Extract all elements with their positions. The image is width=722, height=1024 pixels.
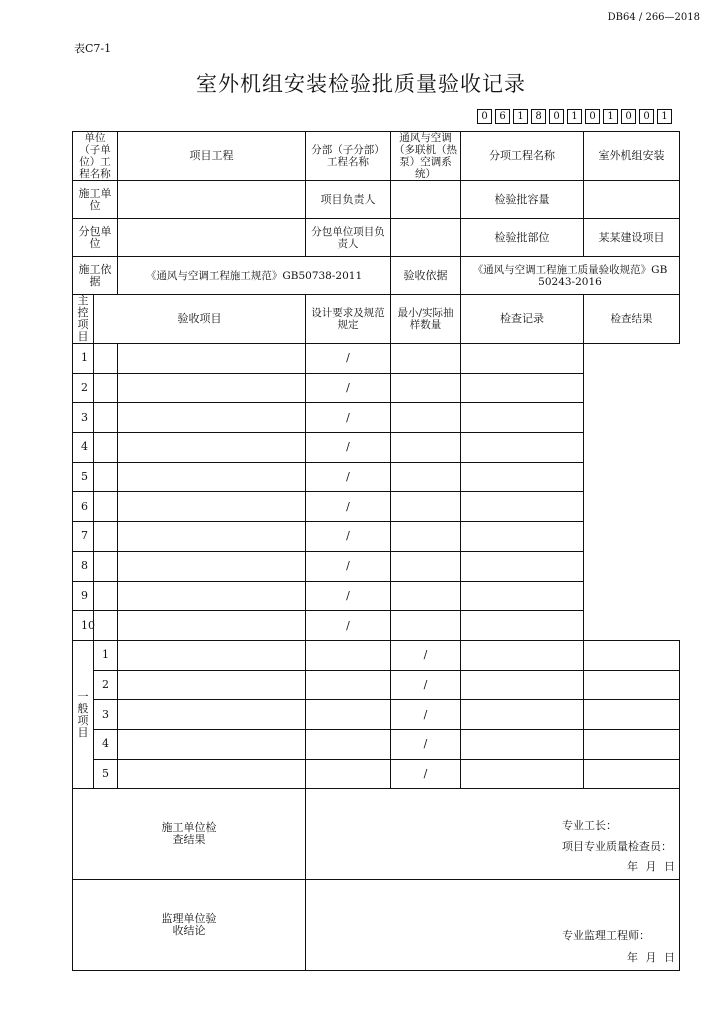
form-number: 表C7-1: [74, 42, 112, 55]
item-cell[interactable]: [118, 640, 306, 670]
acceptance-basis-value[interactable]: 《通风与空调工程施工质量验收规范》GB 50243-2016: [461, 257, 680, 295]
main-control-row: [73, 373, 680, 403]
record-cell[interactable]: [461, 729, 584, 759]
design-cell[interactable]: [118, 551, 306, 581]
design-cell[interactable]: [306, 759, 391, 789]
sample-cell[interactable]: /: [306, 373, 391, 403]
design-cell[interactable]: [306, 729, 391, 759]
contractor-value[interactable]: [118, 181, 306, 219]
col-item: 验收项目: [94, 295, 306, 344]
sample-cell[interactable]: /: [306, 551, 391, 581]
code-digit-box: 0: [621, 109, 636, 124]
record-cell[interactable]: [461, 759, 584, 789]
sample-cell[interactable]: /: [391, 640, 461, 670]
unit-value[interactable]: 项目工程: [118, 132, 306, 181]
sample-cell[interactable]: /: [306, 403, 391, 433]
unit-label: 单位（子单位）工程名称: [73, 132, 118, 181]
row-number: 3: [73, 403, 94, 433]
result-cell[interactable]: [461, 581, 584, 611]
col-sample: 最小/实际抽样数量: [391, 295, 461, 344]
sub-pm-value[interactable]: [391, 219, 461, 257]
sample-cell[interactable]: /: [306, 522, 391, 552]
row-number: 4: [94, 729, 118, 759]
sample-cell[interactable]: /: [306, 344, 391, 374]
division-label: 分部（子分部）工程名称: [306, 132, 391, 181]
basis-value[interactable]: 《通风与空调工程施工规范》GB50738-2011: [118, 257, 391, 295]
row-number: 1: [94, 640, 118, 670]
sample-cell[interactable]: /: [306, 611, 391, 641]
inspection-form-table: [72, 131, 680, 971]
record-cell[interactable]: [391, 522, 461, 552]
code-digit-box: 8: [531, 109, 546, 124]
design-cell[interactable]: [306, 700, 391, 730]
supervisor-date: 年 月 日: [627, 951, 677, 965]
result-cell[interactable]: [584, 700, 680, 730]
batch-capacity-label: 检验批容量: [461, 181, 584, 219]
design-cell[interactable]: [118, 403, 306, 433]
main-control-row: [73, 433, 680, 463]
design-cell[interactable]: [118, 492, 306, 522]
row-number: 4: [73, 433, 94, 463]
result-cell[interactable]: [461, 403, 584, 433]
sample-cell[interactable]: /: [391, 729, 461, 759]
row-number: 6: [73, 492, 94, 522]
design-cell[interactable]: [118, 433, 306, 463]
result-cell[interactable]: [461, 522, 584, 552]
batch-capacity-value[interactable]: [584, 181, 680, 219]
subcontractor-value[interactable]: [118, 219, 306, 257]
code-digit-box: 6: [495, 109, 510, 124]
result-cell[interactable]: [584, 640, 680, 670]
record-cell[interactable]: [391, 492, 461, 522]
main-control-row: [73, 611, 680, 641]
pm-label: 项目负责人: [306, 181, 391, 219]
main-control-row: [73, 581, 680, 611]
main-control-row: [73, 403, 680, 433]
acceptance-basis-label: 验收依据: [391, 257, 461, 295]
item-cell[interactable]: [118, 700, 306, 730]
item-cell[interactable]: [118, 729, 306, 759]
result-cell[interactable]: [584, 759, 680, 789]
record-code-boxes: [477, 109, 675, 124]
design-cell[interactable]: [118, 373, 306, 403]
item-cell[interactable]: [94, 373, 118, 403]
item-cell[interactable]: [118, 670, 306, 700]
batch-location-label: 检验批部位: [461, 219, 584, 257]
division-value[interactable]: 通风与空调（多联机（热泵）空调系统）: [391, 132, 461, 181]
item-cell[interactable]: [94, 462, 118, 492]
main-control-row: [73, 462, 680, 492]
result-cell[interactable]: [461, 551, 584, 581]
design-cell[interactable]: [118, 522, 306, 552]
record-cell[interactable]: [391, 403, 461, 433]
record-cell[interactable]: [391, 462, 461, 492]
design-cell[interactable]: [118, 581, 306, 611]
sample-cell[interactable]: /: [306, 492, 391, 522]
item-cell[interactable]: [94, 433, 118, 463]
subcontractor-label: 分包单位: [73, 219, 118, 257]
supervisor-sign-area[interactable]: [306, 881, 679, 969]
result-cell[interactable]: [461, 611, 584, 641]
sample-cell[interactable]: /: [391, 670, 461, 700]
result-cell[interactable]: [461, 492, 584, 522]
row-number: 9: [73, 581, 94, 611]
record-cell[interactable]: [391, 611, 461, 641]
record-cell[interactable]: [391, 551, 461, 581]
row-number: 2: [94, 670, 118, 700]
result-cell[interactable]: [584, 670, 680, 700]
inspector-label: 项目专业质量检查员：: [562, 840, 672, 854]
row-number: 3: [94, 700, 118, 730]
record-cell[interactable]: [461, 640, 584, 670]
contractor-date: 年 月 日: [627, 860, 677, 874]
row-number: 2: [73, 373, 94, 403]
sub-pm-label: 分包单位项目负责人: [306, 219, 391, 257]
item-cell[interactable]: [94, 344, 118, 374]
code-digit-box: 0: [549, 109, 564, 124]
record-cell[interactable]: [391, 373, 461, 403]
contractor-sign-area[interactable]: [306, 790, 679, 878]
supervisor-check-label: 监理单位验收结论: [73, 880, 306, 971]
main-control-row: [73, 522, 680, 552]
general-row: [73, 700, 680, 730]
general-row: [73, 729, 680, 759]
general-label: 一 般 项 目: [73, 640, 94, 788]
col-result: 检查结果: [584, 295, 680, 344]
result-cell[interactable]: [461, 433, 584, 463]
record-cell[interactable]: [391, 433, 461, 463]
design-cell[interactable]: [118, 344, 306, 374]
main-control-row: [73, 344, 680, 374]
code-digit-box: 1: [567, 109, 582, 124]
standard-code: DB64 / 266—2018: [607, 12, 700, 23]
general-row: [73, 759, 680, 789]
foreman-label: 专业工长：: [562, 819, 617, 833]
row-number: 8: [73, 551, 94, 581]
design-cell[interactable]: [306, 640, 391, 670]
row-number: 7: [73, 522, 94, 552]
code-digit-box: 1: [513, 109, 528, 124]
engineer-label: 专业监理工程师：: [562, 929, 650, 943]
code-digit-box: 0: [585, 109, 600, 124]
main-control-row: [73, 551, 680, 581]
item-cell[interactable]: [94, 403, 118, 433]
record-cell[interactable]: [461, 700, 584, 730]
item-cell[interactable]: [94, 522, 118, 552]
col-record: 检查记录: [461, 295, 584, 344]
general-row: [73, 640, 680, 670]
record-cell[interactable]: [391, 344, 461, 374]
design-cell[interactable]: [306, 670, 391, 700]
code-digit-box: 0: [477, 109, 492, 124]
row-number: 5: [73, 462, 94, 492]
result-cell[interactable]: [461, 344, 584, 374]
subitem-value[interactable]: 室外机组安装: [584, 132, 680, 181]
pm-value[interactable]: [391, 181, 461, 219]
contractor-label: 施工单位: [73, 181, 118, 219]
item-cell[interactable]: [118, 759, 306, 789]
sample-cell[interactable]: /: [306, 462, 391, 492]
sample-cell[interactable]: /: [391, 700, 461, 730]
sample-cell[interactable]: /: [306, 433, 391, 463]
record-cell[interactable]: [461, 670, 584, 700]
row-number: 5: [94, 759, 118, 789]
record-cell[interactable]: [391, 581, 461, 611]
design-cell[interactable]: [118, 611, 306, 641]
item-cell[interactable]: [94, 611, 118, 641]
col-design: 设计要求及规范规定: [306, 295, 391, 344]
main-control-row: [73, 492, 680, 522]
page-title: 室外机组安装检验批质量验收记录: [196, 72, 526, 96]
main-control-label: 主 控 项 目: [73, 295, 94, 344]
item-cell[interactable]: [94, 492, 118, 522]
code-digit-box: 1: [657, 109, 672, 124]
sample-cell[interactable]: /: [306, 581, 391, 611]
item-cell[interactable]: [94, 581, 118, 611]
result-cell[interactable]: [584, 729, 680, 759]
general-row: [73, 670, 680, 700]
item-cell[interactable]: [94, 551, 118, 581]
row-number: 10: [73, 611, 94, 641]
code-digit-box: 0: [639, 109, 654, 124]
result-cell[interactable]: [461, 373, 584, 403]
row-number: 1: [73, 344, 94, 374]
batch-location-value[interactable]: 某某建设项目: [584, 219, 680, 257]
result-cell[interactable]: [461, 462, 584, 492]
basis-label: 施工依据: [73, 257, 118, 295]
subitem-label: 分项工程名称: [461, 132, 584, 181]
contractor-check-label: 施工单位检查结果: [73, 789, 306, 880]
code-digit-box: 1: [603, 109, 618, 124]
sample-cell[interactable]: /: [391, 759, 461, 789]
design-cell[interactable]: [118, 462, 306, 492]
